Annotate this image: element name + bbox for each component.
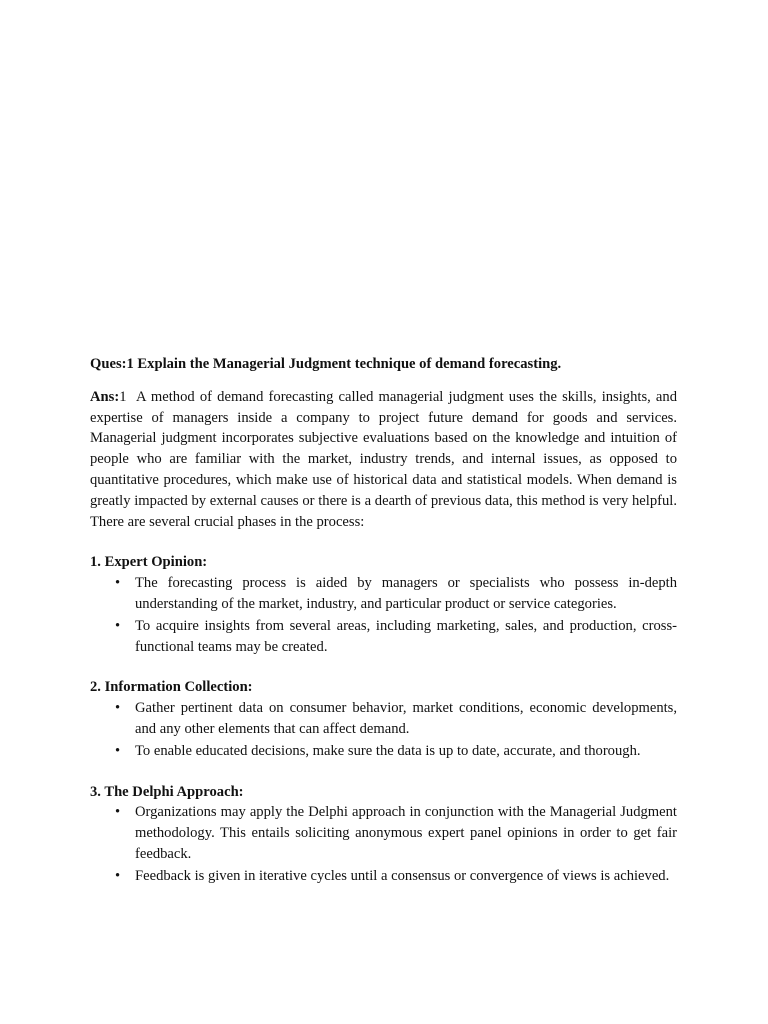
list-item	[90, 741, 677, 762]
list-item-text: The forecasting process is aided by managers or specialists who possess in-depth understanding of the market, industry, and particular product or service categories.	[135, 575, 677, 612]
list-item-text: Organizations may apply the Delphi approach in conjunction with the Managerial Judgment methodology. This entails soliciting anonymous expert panel opinions in order to get fair feedback.	[135, 804, 677, 862]
list-item-text: Feedback is given in iterative cycles until a consensus or convergence of views is achieved.	[135, 867, 670, 884]
answer-label: Ans:	[90, 388, 120, 405]
list-item-text: To enable educated decisions, make sure the data is up to date, accurate, and thorough.	[135, 742, 641, 759]
bullet-list	[90, 698, 677, 761]
answer-body: A method of demand forecasting called managerial judgment uses the skills, insights, and expertise of managers inside a company to project future demand for goods and services. Managerial judgment incorporates subjective evaluations based on the knowledge and intuition of people who are familiar with the market, industry trends, and internal issues, as opposed to quantitative procedures, which make use of historical data and statistical models. When demand is greatly impacted by external causes or there is a dearth of previous data, this method is very helpful. There are several crucial phases in the process:	[90, 388, 678, 530]
document-page	[90, 354, 677, 907]
list-item-text: To acquire insights from several areas, including marketing, sales, and production, cross-functional teams may be created.	[135, 617, 677, 655]
section-heading: 1. Expert Opinion:	[90, 554, 208, 571]
answer-paragraph	[90, 387, 677, 533]
list-item-text: Gather pertinent data on consumer behavior, market conditions, economic developments, and any other elements that can affect demand.	[135, 700, 677, 737]
section-heading: 3. The Delphi Approach:	[90, 783, 244, 800]
question-heading: Ques:1 Explain the Managerial Judgment technique of demand forecasting.	[90, 356, 562, 372]
section-heading: 2. Information Collection:	[90, 679, 253, 696]
bullet-icon: •	[115, 700, 121, 717]
list-item	[90, 802, 677, 864]
section-delphi-approach	[90, 782, 677, 887]
list-item	[90, 616, 677, 658]
bullet-icon: •	[115, 742, 121, 759]
list-item	[90, 573, 677, 615]
bullet-list	[90, 573, 677, 657]
bullet-list	[90, 802, 677, 886]
bullet-icon: •	[115, 867, 121, 884]
bullet-icon: •	[115, 617, 121, 634]
bullet-icon: •	[115, 575, 121, 592]
bullet-icon: •	[115, 804, 121, 821]
section-information-collection	[90, 677, 677, 761]
section-expert-opinion	[90, 552, 677, 657]
list-item	[90, 866, 677, 887]
list-item	[90, 698, 677, 740]
answer-number: 1	[119, 388, 127, 405]
